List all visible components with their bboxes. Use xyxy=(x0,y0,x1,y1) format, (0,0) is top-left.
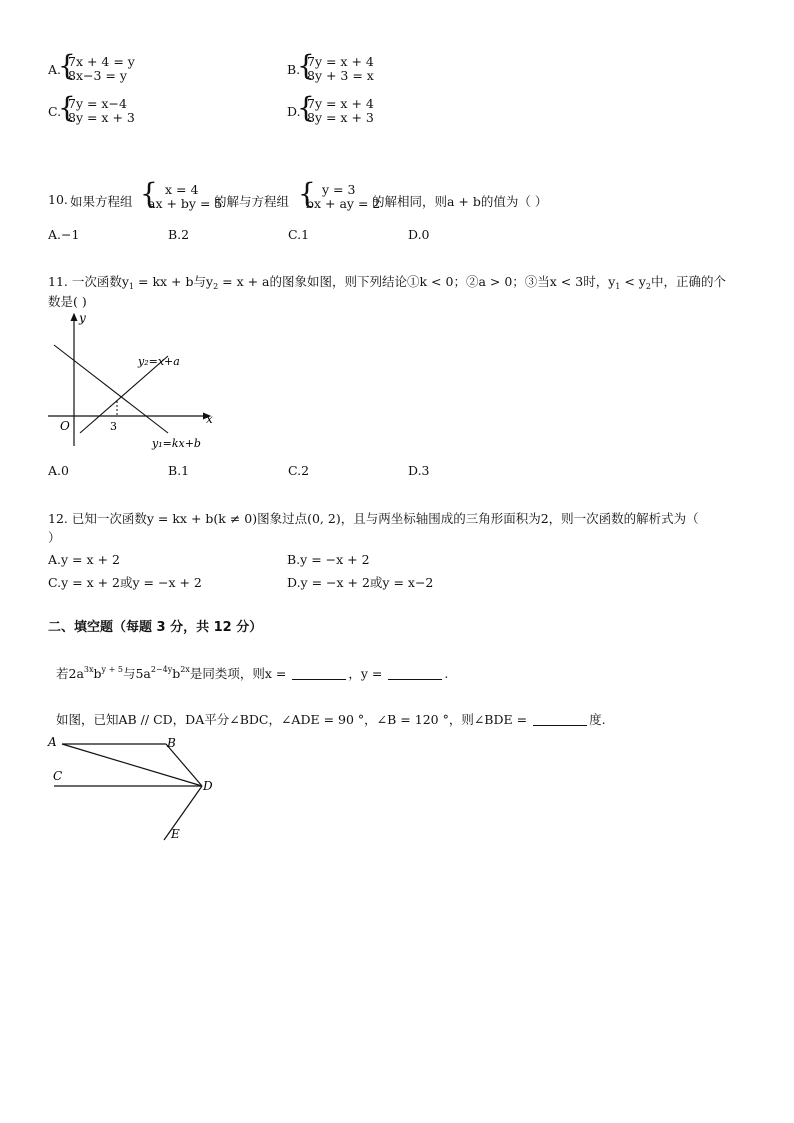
option: B.1 xyxy=(168,463,190,478)
subscript: 2 xyxy=(645,282,651,291)
segment-de xyxy=(164,786,202,840)
option: A.y = x + 2 xyxy=(48,552,120,567)
brace: { xyxy=(140,177,158,210)
origin-label: O xyxy=(60,419,70,433)
equation: bx + ay = 2 xyxy=(306,196,381,211)
subscript: 2 xyxy=(213,282,219,291)
text: b xyxy=(172,666,181,681)
superscript: 2x xyxy=(180,665,190,674)
text: 已知一次函数y = kx + b(k ≠ 0)图象过点(0, 2)，且与两坐标轴围成的三角形面积为2，则一次函数的解析式为（ xyxy=(71,511,699,526)
subscript: 1 xyxy=(615,282,621,291)
option: D.0 xyxy=(408,227,430,242)
answer-blank-x[interactable] xyxy=(292,667,346,680)
question-number: 12. xyxy=(48,511,68,526)
option: C.2 xyxy=(288,463,310,478)
option-label: C. xyxy=(48,104,62,119)
linear-function-graph xyxy=(44,308,224,456)
brace: { xyxy=(297,49,315,82)
text: = x + a的图象如图，则下列结论①k < 0；②a > 0；③当x < 3时，y xyxy=(218,274,616,289)
equation: 7y = x + 4 xyxy=(307,96,374,111)
section-title: 二、填空题（每题 3 分，共 12 分） xyxy=(48,620,263,635)
text: 如图，已知AB // CD，DA平分∠BDC，∠ADE = 90 °，∠B = 120 °，则∠BDE = xyxy=(56,712,532,727)
superscript: y + 5 xyxy=(101,665,123,674)
text: ，y = xyxy=(348,666,387,681)
text: 一次函数y xyxy=(71,274,129,289)
segment-bd xyxy=(166,744,202,786)
fill-question-1 xyxy=(56,664,448,682)
point-e-label: E xyxy=(171,827,180,841)
point-d-label: D xyxy=(203,779,213,793)
equation: 8y + 3 = x xyxy=(307,68,374,83)
superscript: 3x xyxy=(83,665,94,674)
question-12-line1 xyxy=(48,509,699,527)
equation: x = 4 xyxy=(165,182,199,197)
tick-label: 3 xyxy=(110,420,117,433)
line-y1-label: y₁=kx+b xyxy=(152,437,201,450)
subscript: 1 xyxy=(128,282,135,291)
text: < y xyxy=(620,274,646,289)
text: 度. xyxy=(589,712,606,727)
question-number: 10. xyxy=(48,192,68,207)
option: C.1 xyxy=(288,227,310,242)
option: B.2 xyxy=(168,227,190,242)
equation: 7y = x−4 xyxy=(68,96,127,111)
option: B.y = −x + 2 xyxy=(287,552,370,567)
brace: { xyxy=(298,177,316,210)
option-label: D. xyxy=(287,104,301,119)
equation: 8x−3 = y xyxy=(68,68,127,83)
answer-blank-angle[interactable] xyxy=(533,713,587,726)
point-b-label: B xyxy=(167,736,176,750)
y-axis-label: y xyxy=(79,311,86,325)
text: b xyxy=(93,666,102,681)
option: A.0 xyxy=(48,463,69,478)
question-text: 如果方程组 xyxy=(70,194,133,209)
option: D.3 xyxy=(408,463,430,478)
option: D.y = −x + 2或y = x−2 xyxy=(287,575,434,590)
x-axis-label: x xyxy=(206,412,213,426)
equation: 7y = x + 4 xyxy=(307,54,374,69)
parallel-lines-figure xyxy=(44,730,224,845)
point-c-label: C xyxy=(53,769,63,783)
text: 是同类项，则x = xyxy=(189,666,291,681)
fill-question-2 xyxy=(56,710,606,728)
text: 若2a xyxy=(56,666,84,681)
option-label: A. xyxy=(48,62,62,77)
question-11-line2: 数是( ) xyxy=(48,294,87,309)
option: A.−1 xyxy=(48,227,80,242)
question-text: 的解与方程组 xyxy=(214,194,290,209)
option-label: B. xyxy=(287,62,301,77)
brace: { xyxy=(58,91,76,124)
superscript: 2−4y xyxy=(150,665,173,674)
text: 中，正确的个 xyxy=(650,274,726,289)
equation: 8y = x + 3 xyxy=(307,110,374,125)
point-a-label: A xyxy=(48,735,57,749)
question-text: 的解相同，则a + b的值为（ ） xyxy=(372,194,548,209)
segment-ad xyxy=(62,744,202,786)
option: C.y = x + 2或y = −x + 2 xyxy=(48,575,202,590)
question-12-line2: ） xyxy=(48,530,61,545)
text: 与5a xyxy=(122,666,151,681)
text: . xyxy=(444,666,449,681)
equation: y = 3 xyxy=(322,182,356,197)
answer-blank-y[interactable] xyxy=(388,667,442,680)
question-11-line1 xyxy=(48,272,726,291)
brace: { xyxy=(58,49,76,82)
equation: 7x + 4 = y xyxy=(68,54,135,69)
text: = kx + b与y xyxy=(134,274,214,289)
equation: ax + by = 5 xyxy=(148,196,223,211)
line-y2-label: y₂=x+a xyxy=(138,355,180,368)
equation: 8y = x + 3 xyxy=(68,110,135,125)
question-number: 11. xyxy=(48,274,68,289)
brace: { xyxy=(297,91,315,124)
